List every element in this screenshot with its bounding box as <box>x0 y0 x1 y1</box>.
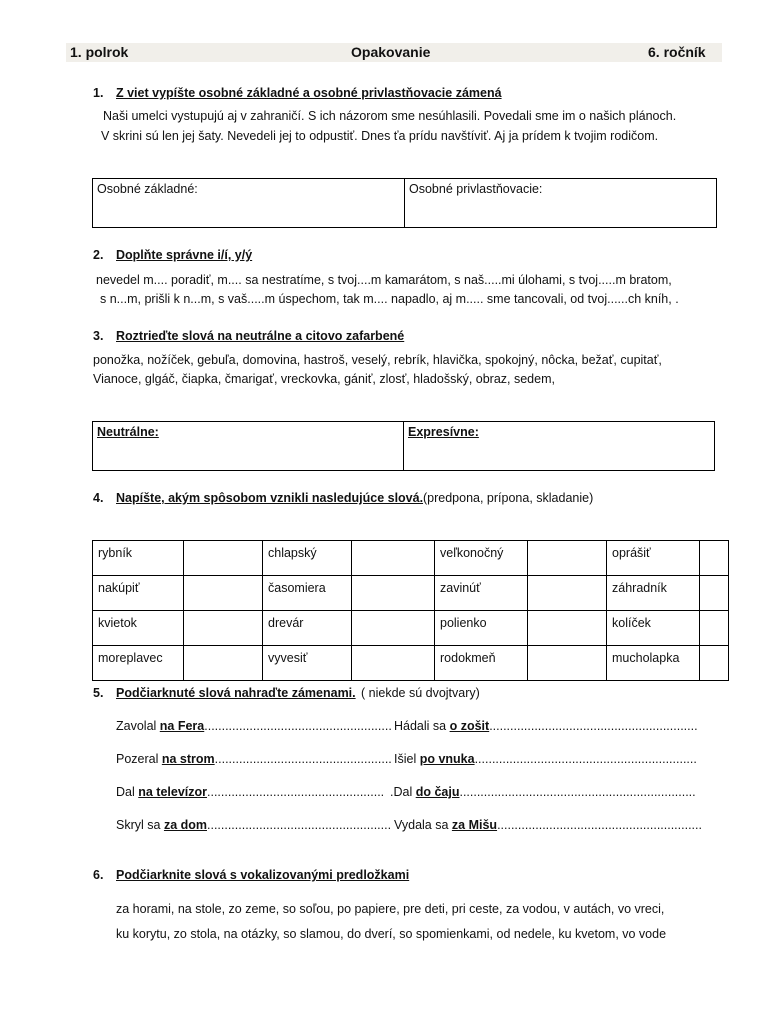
answer-cell[interactable] <box>184 646 263 681</box>
answer-blank[interactable]: ................................................... <box>214 752 392 766</box>
header-title: Opakovanie <box>351 44 431 60</box>
underlined-word: za dom <box>163 818 207 832</box>
word-cell: rybník <box>93 541 184 576</box>
task2-heading <box>93 248 713 264</box>
answer-cell[interactable] <box>352 541 435 576</box>
task1-table <box>92 178 717 228</box>
word-cell: polienko <box>435 611 528 646</box>
task5-note: ( niekde sú dvojtvary) <box>361 686 480 700</box>
task3-table <box>92 421 715 471</box>
answer-cell[interactable] <box>528 541 607 576</box>
task5-heading <box>93 686 733 702</box>
task3-line-2: Vianoce, glgáč, čiapka, čmarigať, vreckovka, gániť, zlosť, hladošský, obraz, sedem, <box>93 372 555 386</box>
underlined-word: na Fera <box>159 719 205 733</box>
answer-cell[interactable] <box>184 576 263 611</box>
answer-cell[interactable] <box>528 576 607 611</box>
header-grade: 6. ročník <box>648 44 706 60</box>
task3-cell-expressive[interactable]: Expresívne: <box>404 422 715 471</box>
word-cell: rodokmeň <box>435 646 528 681</box>
task4-heading <box>93 491 733 507</box>
underlined-word: na strom <box>161 752 215 766</box>
task1-number: 1. <box>93 86 104 100</box>
task3-cell-neutral[interactable]: Neutrálne: <box>93 422 404 471</box>
answer-cell[interactable] <box>352 646 435 681</box>
word-cell: drevár <box>263 611 352 646</box>
word-cell: moreplavec <box>93 646 184 681</box>
word-cell: kolíček <box>607 611 700 646</box>
table-row <box>93 541 729 576</box>
task1-heading <box>93 86 713 102</box>
task3-line-1: ponožka, nožíček, gebuľa, domovina, hastroš, veselý, rebrík, hlavička, spokojný, nôcka, bežať, cupitať, <box>93 353 662 367</box>
task5-row-4b <box>394 818 702 832</box>
task4-title: Napíšte, akým spôsobom vznikli nasledujúce slová. <box>116 491 424 505</box>
task5-row-2b <box>394 752 697 766</box>
answer-cell[interactable] <box>528 646 607 681</box>
underlined-word: do čaju <box>415 785 460 799</box>
answer-cell[interactable] <box>700 646 729 681</box>
task3-heading <box>93 329 713 345</box>
task6-number: 6. <box>93 868 104 882</box>
answer-cell[interactable] <box>700 541 729 576</box>
task5-title: Podčiarknuté slová nahraďte zámenami. <box>116 686 356 700</box>
header-bar <box>66 43 722 62</box>
underlined-word: o zošit <box>449 719 490 733</box>
task6-heading <box>93 868 713 884</box>
sentence-start: Skryl sa <box>116 818 164 832</box>
underlined-word: po vnuka <box>419 752 475 766</box>
task1-title: Z viet vypíšte osobné základné a osobné privlastňovacie zámená <box>116 86 502 100</box>
word-cell: časomiera <box>263 576 352 611</box>
answer-cell[interactable] <box>352 611 435 646</box>
word-cell: vyvesiť <box>263 646 352 681</box>
task5-row-4a <box>116 818 391 832</box>
task6-line-1: za horami, na stole, zo zeme, so soľou, po papiere, pre deti, pri ceste, za vodou, v autách, vo vreci, <box>116 902 665 916</box>
task1-cell-personal[interactable]: Osobné základné: <box>93 179 405 228</box>
task6-line-2: ku korytu, zo stola, na otázky, so slamou, do dverí, so spomienkami, od nedele, ku kvetom, vo vode <box>116 927 667 941</box>
answer-cell[interactable] <box>700 576 729 611</box>
answer-blank[interactable]: ..................................................... <box>207 818 392 832</box>
task2-line-1: nevedel m.... poradiť, m.... sa nestratíme, s tvoj....m kamarátom, s naš.....mi úlohami, s tvoj.....m bratom, <box>96 273 672 287</box>
sentence-start: Zavolal <box>116 719 160 733</box>
word-cell: mucholapka <box>607 646 700 681</box>
sentence-start: Pozeral <box>116 752 162 766</box>
task5-row-2a <box>116 752 392 766</box>
underlined-word: na televízor <box>138 785 208 799</box>
sentence-start: Išiel <box>394 752 420 766</box>
task5-number: 5. <box>93 686 104 700</box>
underlined-word: za Mišu <box>451 818 498 832</box>
answer-cell[interactable] <box>184 541 263 576</box>
answer-blank[interactable]: ................................................... <box>207 785 385 799</box>
task4-note: (predpona, prípona, skladanie) <box>423 491 594 505</box>
task2-line-2: s n...m, prišli k n...m, s vaš.....m úspechom, tak m.... napadlo, aj m..... sme tancovali, od tvoj......ch kníh, . <box>100 292 679 306</box>
word-cell: chlapský <box>263 541 352 576</box>
word-cell: oprášiť <box>607 541 700 576</box>
answer-blank[interactable]: ................................................................ <box>474 752 697 766</box>
sentence-start: .Dal <box>390 785 416 799</box>
task3-number: 3. <box>93 329 104 343</box>
word-cell: kvietok <box>93 611 184 646</box>
table-row <box>93 646 729 681</box>
word-cell: veľkonočný <box>435 541 528 576</box>
task2-number: 2. <box>93 248 104 262</box>
task2-title: Doplňte správne i/í, y/ý <box>116 248 253 262</box>
answer-blank[interactable]: ...................................................... <box>204 719 392 733</box>
task6-title: Podčiarknite slová s vokalizovanými predložkami <box>116 868 410 882</box>
task1-cell-possessive[interactable]: Osobné privlastňovacie: <box>405 179 717 228</box>
task5-row-1b <box>394 719 698 733</box>
table-row <box>93 576 729 611</box>
word-cell: zavinúť <box>435 576 528 611</box>
answer-cell[interactable] <box>528 611 607 646</box>
answer-blank[interactable]: .................................................................... <box>459 785 696 799</box>
sentence-start: Vydala sa <box>394 818 452 832</box>
word-cell: záhradník <box>607 576 700 611</box>
task1-line-1: Naši umelci vystupujú aj v zahraničí. S ich názorom sme nesúhlasili. Povedali sme im o našich plánoch. <box>103 109 677 123</box>
answer-blank[interactable]: ........................................................... <box>497 818 702 832</box>
task4-number: 4. <box>93 491 104 505</box>
answer-cell[interactable] <box>700 611 729 646</box>
task5-row-3b <box>390 785 696 799</box>
task1-line-2: V skrini sú len jej šaty. Nevedeli jej to odpustiť. Dnes ťa prídu navštíviť. Aj ja prídem k tvojim rodičom. <box>101 129 659 143</box>
task3-title: Roztrieďte slová na neutrálne a citovo zafarbené <box>116 329 405 343</box>
sentence-start: Hádali sa <box>394 719 450 733</box>
task5-row-3a <box>116 785 384 799</box>
task4-table <box>92 540 729 681</box>
word-cell: nakúpiť <box>93 576 184 611</box>
answer-cell[interactable] <box>184 611 263 646</box>
header-semester: 1. polrok <box>70 44 129 60</box>
sentence-start: Dal <box>116 785 139 799</box>
answer-cell[interactable] <box>352 576 435 611</box>
table-row <box>93 611 729 646</box>
answer-blank[interactable]: ............................................................ <box>489 719 698 733</box>
task5-row-1a <box>116 719 392 733</box>
